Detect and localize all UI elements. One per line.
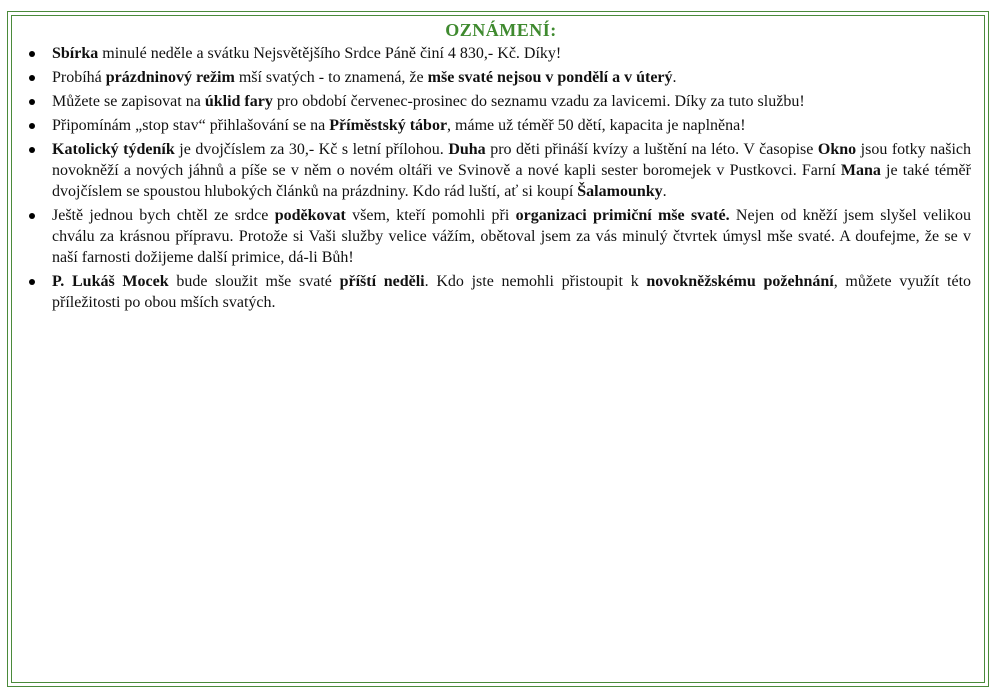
bullet-icon xyxy=(29,99,35,105)
body-text: bude sloužit mše svaté xyxy=(168,273,340,290)
highlight-text: Příměstský tábor xyxy=(329,117,448,134)
bullet-icon xyxy=(29,51,35,57)
body-text: minulé neděle a svátku Nejsvětějšího Srdce Páně činí 4 830,- Kč. Díky! xyxy=(98,45,562,62)
highlight-text: Sbírka xyxy=(52,45,99,62)
body-text: Připomínám „stop stav“ přihlašování se na xyxy=(52,117,330,134)
bullet-icon xyxy=(29,279,35,285)
bullet-icon xyxy=(29,123,35,129)
highlight-text: P. Lukáš Mocek xyxy=(52,273,169,290)
body-text: Nejen od kněží jsem slyšel velikou chválu za krásnou přípravu. Protože si Vaši služby velice vážím, obětoval jsem za vás minulý čtvrtek úmysl mše svaté. A doufejme, že se v naší farnosti dožijeme další primice, dá-li Bůh! xyxy=(52,207,971,266)
list-item xyxy=(23,271,971,313)
body-text: . Kdo jste nemohli přistoupit k xyxy=(424,273,647,290)
bullet-icon xyxy=(29,75,35,81)
body-text: mší svatých - to znamená, že xyxy=(234,69,428,86)
list-item xyxy=(23,115,971,136)
item-text xyxy=(52,207,971,266)
body-text: je také téměř dvojčíslem se spoustou hlubokých článků na prázdniny. Kdo rád luští, ať si koupí xyxy=(52,162,971,200)
body-text: jsou fotky našich novokněží a nových jáhnů a píše se v něm o novém oltáři ve Svinově a nové kapli sester boromejek v Pustkovci. Farní xyxy=(52,141,972,179)
highlight-text: organizaci primiční mše svaté. xyxy=(515,207,730,224)
body-text: . xyxy=(662,183,667,200)
announcement-list xyxy=(23,43,971,316)
highlight-text: prázdninový režim xyxy=(105,69,235,86)
item-text xyxy=(52,141,971,200)
item-text xyxy=(52,45,561,62)
body-text: pro období červenec-prosinec do seznamu vzadu za lavicemi. Díky za tuto službu! xyxy=(272,93,805,110)
body-text: Probíhá xyxy=(52,69,106,86)
body-text: , můžete využít této příležitosti po obou mších svatých. xyxy=(52,273,972,311)
highlight-text: úklid fary xyxy=(204,93,273,110)
list-item xyxy=(23,139,971,202)
highlight-text: Mana xyxy=(840,162,881,179)
highlight-text: příští neděli xyxy=(339,273,425,290)
body-text: je dvojčíslem za 30,- Kč s letní přílohou. xyxy=(174,141,449,158)
body-text: pro děti přináší kvízy a luštění na léto. V časopise xyxy=(485,141,818,158)
item-text xyxy=(52,117,746,134)
highlight-text: Katolický týdeník xyxy=(52,141,175,158)
highlight-text: poděkovat xyxy=(274,207,346,224)
list-item xyxy=(23,91,971,112)
highlight-text: Okno xyxy=(817,141,857,158)
item-text xyxy=(52,69,677,86)
body-text: všem, kteří pomohli při xyxy=(345,207,516,224)
body-text: . xyxy=(672,69,677,86)
bullet-icon xyxy=(29,213,35,219)
highlight-text: mše svaté nejsou v pondělí a v úterý xyxy=(427,69,673,86)
highlight-text: Šalamounky xyxy=(577,183,663,200)
item-text xyxy=(52,273,971,311)
list-item xyxy=(23,43,971,64)
bullet-icon xyxy=(29,147,35,153)
highlight-text: novokněžskému požehnání xyxy=(646,273,834,290)
list-item xyxy=(23,67,971,88)
highlight-text: Duha xyxy=(448,141,486,158)
body-text: Můžete se zapisovat na xyxy=(52,93,205,110)
page-title: OZNÁMENÍ: xyxy=(445,20,557,40)
item-text xyxy=(52,93,805,110)
body-text: , máme už téměř 50 dětí, kapacita je naplněna! xyxy=(447,117,746,134)
list-item xyxy=(23,205,971,268)
body-text: Ještě jednou bych chtěl ze srdce xyxy=(52,207,275,224)
